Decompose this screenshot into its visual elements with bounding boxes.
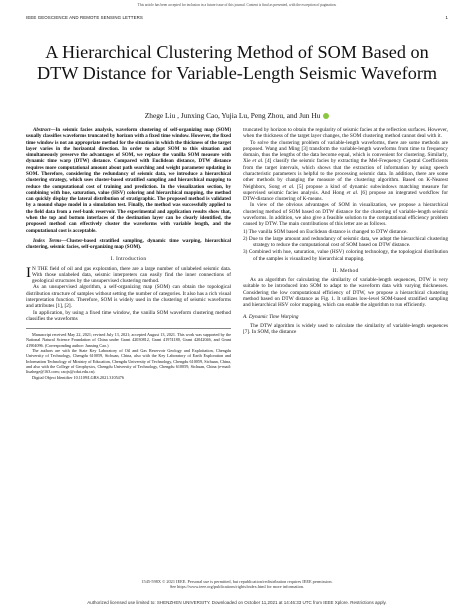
intro-paragraph-1 (26, 266, 231, 285)
copyright-notice (0, 579, 474, 590)
intro-paragraph-6: In view of the obvious advantages of SOM in visualization, we propose a hierarchical clustering method of SOM based on DTW distance for the clustering of variable-length seismic waveforms. In addition, we also give a feasible solution to the computational efficiency problem caused by DTW. The main contributions of this letter are as follows. (243, 202, 448, 228)
abstract (26, 127, 231, 234)
et-al: et al. (252, 158, 264, 165)
abstract-text: —In seismic facies analysis, waveform clustering of self-organizing map (SOM) usually classifies waveforms truncated by horizon with a fixed time window. However, the fixed time window is not an appropriate method for the situation in which the thickness of the target layer varies in the horizontal direction. In order to adapt SOM to this situation and simultaneously preserve the advantages of SOM, we replace the vanilla SOM measure with dynamic time warp (DTW) distance. Compared with Euclidean distance, DTW distance requires more computational amount about path searching and weight parameter updating in SOM. Therefore, considering the redundancy of seismic data, we introduce a hierarchical clustering strategy, which uses cluster-based stratified sampling and hierarchical mapping to reduce the computational cost of training and prediction. In the visualization section, by combining with hue, saturation, value (HSV) coloring and hierarchical mapping, the method can quickly display the lateral distribution of stratigraphic. The proposed method is validated by a mound shape model in a simulation test. Finally, the method was successfully applied to the field data from a reef-bank reservoir. The experimental and application results show that, when the top and bottom interfaces of the destination layer can be clearly identified, the proposed method can effectively cluster the waveforms with variable length, and the computational cost is acceptable. (26, 127, 231, 234)
section-heading-method: II. Method (332, 267, 359, 274)
et-al: et al. (346, 189, 359, 196)
copyright-line: 1545-598X © 2021 IEEE. Personal use is permitted, but republication/redistribution requires IEEE permission. (141, 579, 333, 584)
index-terms (26, 238, 231, 251)
drop-cap: I (26, 264, 31, 281)
intro-paragraph-5 (243, 140, 448, 203)
intro-paragraph-4: truncated by horizon to obtain the regularity of seismic facies at the reflection surfaces. However, when the thickness of the target layer changes, the SOM clustering method cannot deal with it. (243, 127, 448, 140)
text-span: [5] propose a kind of dynamic subwindows matching measure for supervised seismic facies analysis. And Hong (243, 183, 448, 196)
contribution-item: 2) Due to the large amount and redundancy of seismic data, we adopt the hierarchical clustering strategy to reduce the computational cost of SOM based on DTW distance. (243, 235, 448, 249)
abstract-label: Abstract (33, 127, 51, 133)
running-header (26, 15, 448, 21)
journal-name: IEEE GEOSCIENCE AND REMOTE SENSING LETTERS (26, 15, 143, 20)
right-column (243, 127, 448, 335)
page-number: 1 (445, 15, 448, 20)
contribution-item: 3) Combined with hue, saturation, value (HSV) coloring technology, the topological distribution of the samples is visualized by hierarchical mapping. (243, 249, 448, 262)
footnote-doi: Digital Object Identifier 10.1109/LGRS.2021.3105476 (32, 374, 124, 380)
text-span: [4] classify the seismic facies by extracting the Mel-Frequency Cepstral Coefficients from the target intervals, which shows that the extraction of information by using speech characteristic parameters is helpful to the processing seismic data. In addition, there are some other methods by changing the measure of the clustering algorithm. Based on K-Nearest Neighbors, Song (243, 158, 448, 190)
paper-title: A Hierarchical Clustering Method of SOM Based on DTW Distance for Variable-Length Seismic Waveform (36, 42, 438, 83)
index-terms-text: —Cluster-based stratified sampling, dynamic time warping, hierarchical clustering, seismic facies, self-organizing map (SOM). (26, 237, 231, 251)
author-line (26, 111, 448, 120)
method-paragraph-1: As an algorithm for calculating the similarity of variable-length sequences, DTW is very suitable to be introduced into SOM to adapt to the waveform data with varying thicknesses. Considering the low computational efficiency of DTW, we propose a hierarchical clustering method based on DTW distance as Fig. 1. It utilizes low-level SOM-based stratified sampling and hierarchical HSV color mapping, which can enable the algorithm to run efficiently. (243, 277, 448, 309)
intro-paragraph-2: As an unsupervised algorithm, a self-organizing map (SOM) can obtain the topological distribution structure of samples without setting the number of categories. It also has a rich visual interpretation function. Therefore, SOM is widely used in the clustering of seismic waveforms and attributes [1], [2]. (26, 284, 231, 310)
footnote-affiliations: The authors are with the State Key Laboratory of Oil and Gas Reservoir Geology and Exploitation, Chengdu University of Technology, Chengdu 610059, Sichuan, China, also with the Key Laboratory of Earth Exploration and Information Technology of Ministry of Education, Chengdu University of Technology, Chengdu 610059, Sichuan, China, and also with the College of Geophysics, Chengdu University of Technology, Chengdu 610059, Sichuan, China (e-mail: liuzhege@163.com; caojx@cdut.edu.cn). (26, 348, 231, 375)
contribution-item: 1) The vanilla SOM based on Euclidean distance is changed to DTW distance. (243, 228, 408, 235)
text-span: [6] propose an integrated workflow for DTW-distance clustering of K-means. (243, 189, 448, 203)
index-terms-label: Index Terms (33, 237, 62, 244)
rights-link[interactable]: See https://www.ieee.org/publications/rights/index.html for more information. (169, 584, 305, 590)
license-footer: Authorized licensed use limited to: SHENZHEN UNIVERSITY. Downloaded on October 11,2021 at 14:46:33 UTC from IEEE Xplore. Restrictions apply. (87, 600, 387, 605)
footnote-manuscript: Manuscript received May 22, 2021; revised July 13, 2021; accepted August 13, 2021. This work was supported by the National Natural Science Foundation of China under Grant 42030812, Grant 41974180, Grant 42042046, and Grant 41904096. (Corresponding author: Junxing Cao.) (26, 332, 231, 348)
left-column (26, 127, 231, 380)
text-span: To solve the clustering problem of variable-length waveforms, there are some methods are proposed. Wang and Ming [3] transform the variable-length waveforms from time to frequency domain, thus the lengths of the data become equal, which is convenient for clustering. Similarly, Xie (243, 139, 448, 165)
et-al: et al. (282, 183, 295, 190)
subsection-heading-dtw: A. Dynamic Time Warping (243, 313, 299, 320)
intro-paragraph-3: In application, by using a fixed time window, the vanilla SOM waveform clustering method classifies the waveforms (26, 309, 231, 322)
footnote-block (26, 328, 231, 380)
section-heading-introduction: I. Introduction (110, 256, 147, 263)
author-names: Zhege Liu , Junxing Cao, Yujia Lu, Peng Zhou, and Jun Hu (144, 111, 321, 120)
orcid-icon[interactable] (323, 113, 329, 119)
intro-text-1: N THE field of oil and gas exploration, there are a large number of unlabeled seismic data. With those unlabeled data, seismic interpreters can easily find the inner connections of geological structures by the unsupervised clustering method. (32, 265, 231, 285)
dtw-paragraph-1: The DTW algorithm is widely used to calculate the similarity of variable-length sequences [7]. In SOM, the distance (243, 322, 448, 336)
acceptance-note: This article has been accepted for inclusion in a future issue of this journal. Content is final as presented, with the exception of pagination. (137, 3, 337, 7)
